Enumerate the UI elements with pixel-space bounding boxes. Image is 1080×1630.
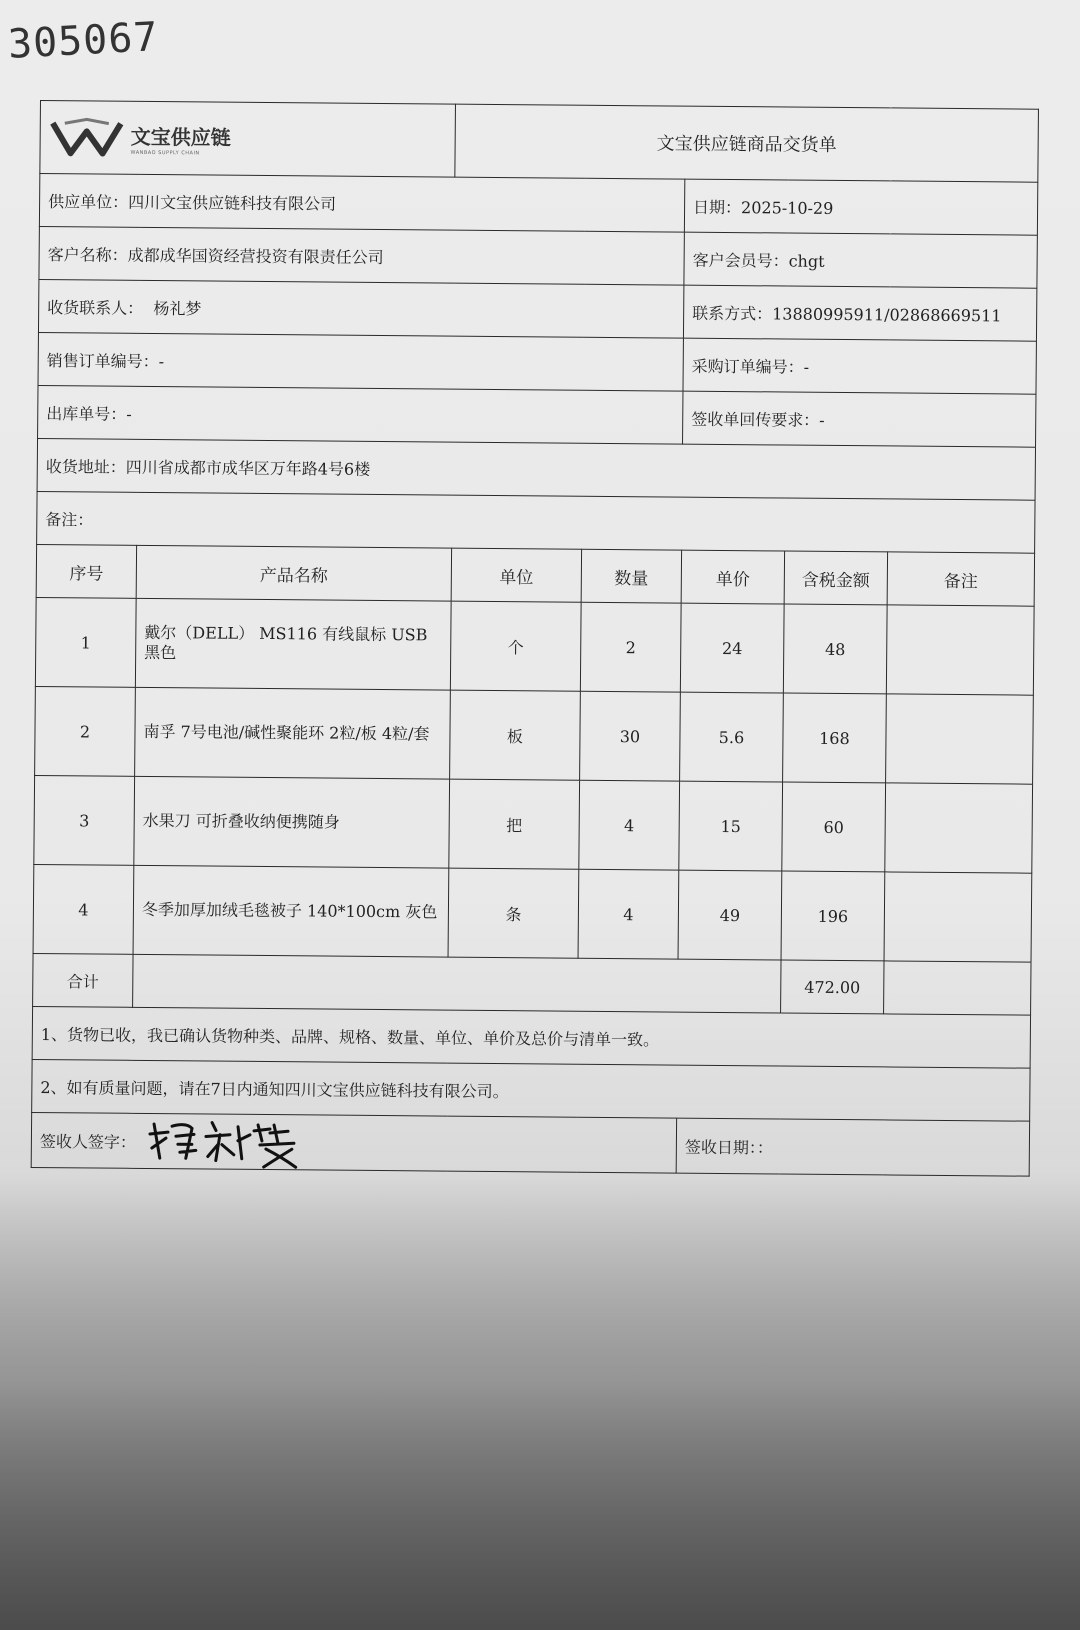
address-field: 收货地址：四川省成都市成华区万年路4号6楼: [37, 438, 1035, 500]
row-amount: 48: [783, 604, 887, 694]
items-header-row: [36, 544, 1034, 606]
row-price: 15: [679, 781, 783, 871]
receipt-requirement-field: 签收单回传要求：-: [683, 391, 1036, 447]
row-unit: 把: [449, 779, 580, 869]
total-blank: [133, 954, 781, 1013]
handwritten-doc-number: 305067: [6, 14, 160, 68]
purchase-order-field: 采购订单编号：-: [683, 338, 1036, 394]
row-price: 5.6: [680, 692, 784, 782]
customer-field: 客户名称：成都成华国资经营投资有限责任公司: [39, 226, 684, 285]
col-header-unit: 单位: [451, 548, 581, 602]
logo-subtext: WANBAO SUPPLY CHAIN: [130, 149, 200, 156]
total-amount: 472.00: [781, 960, 884, 1014]
row-product-name: 冬季加厚加绒毛毯被子 140*100cm 灰色: [133, 865, 449, 957]
row-product-name: 戴尔（DELL） MS116 有线鼠标 USB 黑色: [135, 598, 451, 690]
col-header-price: 单价: [681, 550, 784, 604]
total-note: [884, 961, 1032, 1015]
document-title: 文宝供应链商品交货单: [455, 104, 1039, 182]
row-qty: 4: [578, 869, 679, 959]
logo-text: 文宝供应链: [130, 124, 231, 150]
col-header-note: 备注: [887, 552, 1035, 606]
delivery-note: [30, 100, 1038, 1219]
table-row: [35, 686, 1034, 784]
col-header-amount: 含税金额: [784, 551, 887, 605]
total-row: [33, 953, 1031, 1015]
date-field: 日期：2025-10-29: [684, 179, 1037, 235]
outbound-no-field: 出库单号：-: [38, 385, 683, 444]
row-note: [886, 694, 1034, 784]
row-amount: 60: [782, 782, 886, 872]
table-row: [35, 597, 1034, 695]
row-product-name: 水果刀 可折叠收纳便携随身: [134, 776, 450, 868]
row-no: 2: [35, 686, 136, 776]
sign-date-field: 签收日期：：: [676, 1118, 1030, 1176]
row-no: 3: [34, 775, 135, 865]
table-row: [33, 864, 1032, 962]
delivery-table: [31, 100, 1039, 1177]
row-product-name: 南孚 7号电池/碱性聚能环 2粒/板 4粒/套: [135, 687, 451, 779]
handwritten-signature: [146, 1114, 316, 1169]
supplier-field: 供应单位：四川文宝供应链科技有限公司: [39, 174, 684, 233]
signer-label: 签收人签字：: [39, 1131, 137, 1152]
row-qty: 30: [580, 691, 681, 781]
row-no: 1: [35, 597, 136, 687]
signer-cell: [31, 1112, 676, 1173]
row-amount: 168: [783, 693, 887, 783]
row-qty: 4: [579, 780, 680, 870]
row-note: [885, 783, 1033, 873]
row-price: 49: [678, 870, 782, 960]
col-header-name: 产品名称: [136, 545, 451, 601]
row-unit: 板: [450, 690, 581, 780]
contact-person-field: [38, 279, 683, 338]
company-logo: [48, 115, 446, 162]
member-no-field: 客户会员号：chgt: [684, 232, 1037, 288]
table-row: [34, 775, 1033, 873]
sales-order-field: 销售订单编号：-: [38, 332, 683, 391]
row-no: 4: [33, 864, 134, 954]
row-note: [886, 605, 1034, 695]
logo-cell: [40, 101, 456, 178]
contact-method-field: 联系方式：13880995911/02868669511: [683, 285, 1036, 341]
row-note: [884, 872, 1032, 962]
row-amount: 196: [781, 871, 885, 961]
wanbao-logo-icon: [48, 115, 124, 160]
col-header-qty: 数量: [581, 549, 681, 603]
row-unit: 条: [448, 868, 579, 958]
row-qty: 2: [580, 602, 681, 692]
confirmation-note-1: 1、货物已收，我已确认货物种类、品牌、规格、数量、单位、单价及总价与清单一致。: [32, 1006, 1030, 1068]
confirmation-note-2: 2、如有质量问题，请在7日内通知四川文宝供应链科技有限公司。: [32, 1059, 1030, 1121]
total-label: 合计: [33, 953, 133, 1007]
contact-person-value: 杨礼梦: [153, 298, 202, 318]
shadow-overlay: [0, 1180, 1080, 1630]
row-price: 24: [680, 603, 784, 693]
contact-person-label: 收货联系人：: [47, 297, 144, 318]
row-unit: 个: [450, 601, 581, 691]
col-header-no: 序号: [36, 544, 136, 598]
remark-field: 备注：: [37, 491, 1035, 553]
